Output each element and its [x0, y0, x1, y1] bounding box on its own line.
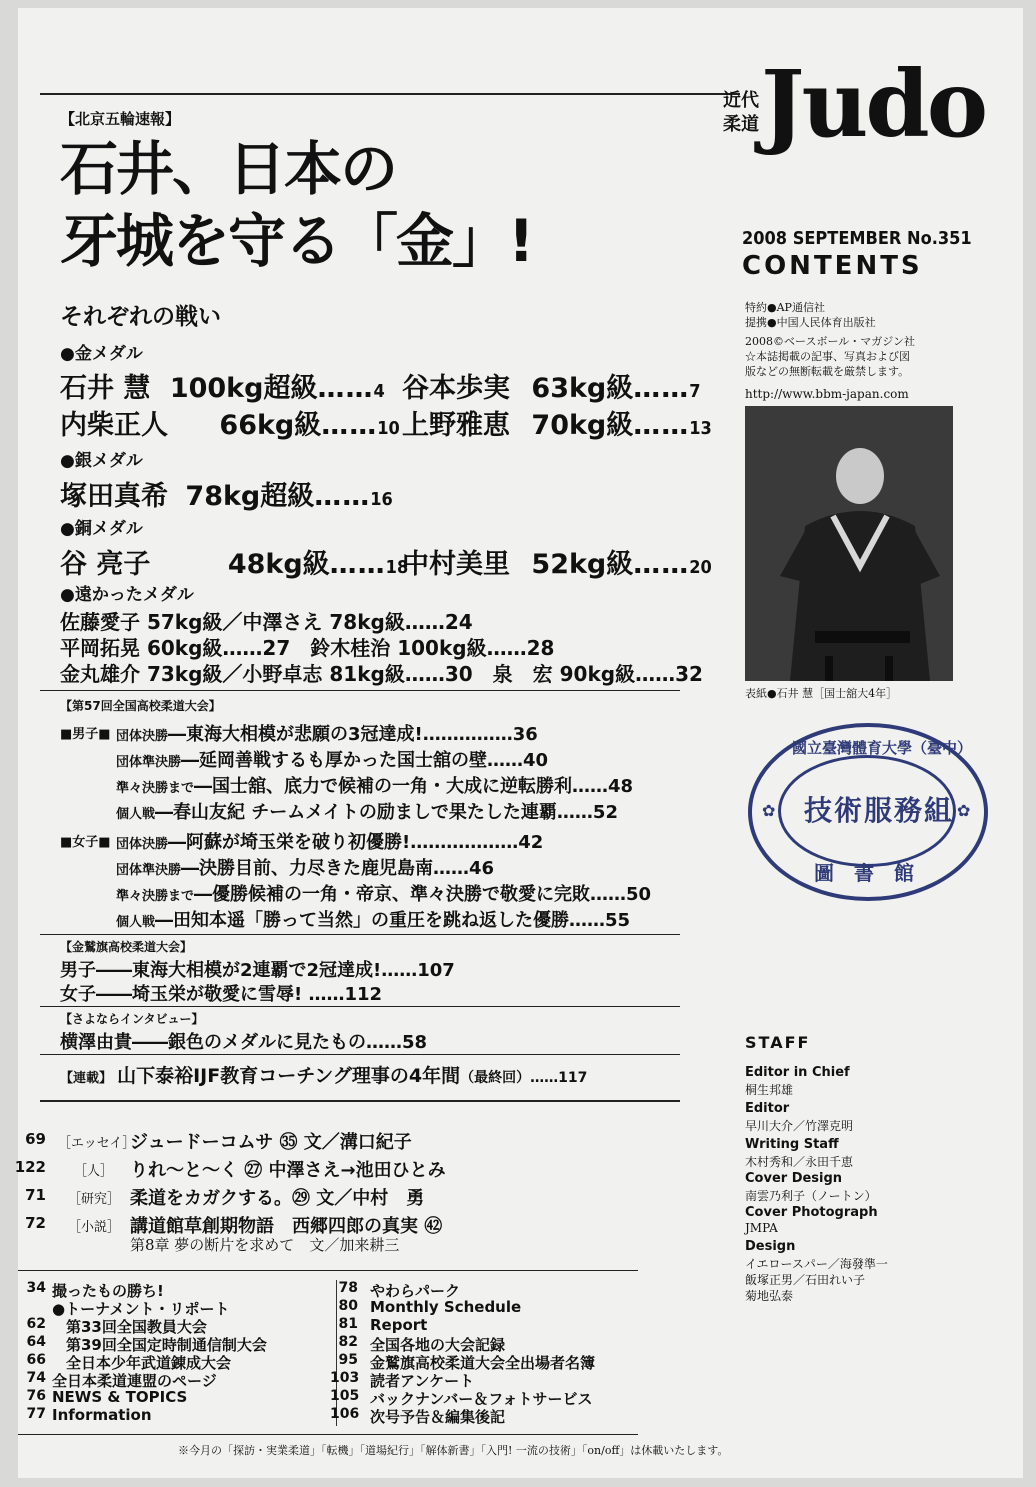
weight-class: 48kg級 [227, 549, 330, 580]
leader-dots: …… [314, 481, 371, 512]
serial-title: 柔道をカガクする。㉙ 文／中村 勇 [130, 1188, 425, 1209]
staff-names: 菊地弘泰 [745, 1289, 794, 1303]
library-stamp [748, 723, 988, 901]
page-number: 78 [338, 1280, 358, 1296]
girls-label: ■女子■ [60, 835, 111, 850]
hs-entry[interactable] [116, 772, 633, 798]
item-label: Information [52, 1406, 152, 1424]
serial-main-suffix: （最終回）……117 [460, 1070, 588, 1086]
staff-role: Design [745, 1239, 796, 1254]
staff-names: イエロースパー／海發準一 [745, 1257, 888, 1271]
flower-icon: ✿ [762, 801, 776, 820]
hs-entry[interactable] [116, 798, 618, 824]
hs-entry[interactable] [116, 880, 651, 906]
category-tag: ［エッセイ］ [58, 1136, 136, 1151]
footnote: ※今月の「探訪・実業柔道」「転機」「道場紀行」「解体新書」「入門! 一流の技術」「on/off」は休載いたします。 [178, 1444, 729, 1457]
stamp-middle-text: 技術服務組 [804, 794, 955, 827]
item-label: 第39回全国定時制通信制大会 [66, 1336, 267, 1354]
category-tag: ［小説］ [68, 1220, 121, 1235]
far-medal-row[interactable]: 金丸雄介 73kg級／小野卓志 81kg級……30 泉 宏 90kg級……32 [60, 662, 703, 686]
weight-class: 63kg級 [531, 373, 634, 404]
item-label: 次号予告＆編集後記 [370, 1408, 506, 1426]
leader-dots: …… [633, 410, 690, 441]
staff-names: JMPA [745, 1221, 778, 1235]
page-number: 80 [338, 1298, 358, 1314]
round-label: 団体決勝 [116, 837, 169, 852]
kinwashi-row[interactable]: 女子――埼玉栄が敬愛に雪辱! ……112 [60, 984, 383, 1005]
page-number: 66 [26, 1352, 46, 1368]
athlete-name: 内柴正人 [60, 410, 168, 441]
item-label: NEWS & TOPICS [52, 1388, 188, 1406]
medal-entry[interactable] [60, 366, 385, 405]
medal-entry[interactable] [402, 366, 701, 405]
staff-names: 早川大介／竹澤克明 [745, 1119, 854, 1133]
staff-role: Editor in Chief [745, 1065, 850, 1080]
hs-entry[interactable] [116, 906, 630, 932]
weight-class: 78kg超級 [185, 481, 315, 512]
article-title: ―優勝候補の一角・帝京、準々決勝で敬愛に完敗……50 [194, 884, 652, 905]
item-label: 読者アンケート [370, 1372, 475, 1390]
contents-page [14, 8, 1023, 1478]
item-label: 撮ったもの勝ち! [52, 1282, 164, 1300]
page-number: 20 [689, 557, 712, 578]
contents-label: CONTENTS [742, 251, 923, 281]
hs-entry[interactable] [116, 720, 538, 746]
page-number: 76 [26, 1388, 46, 1404]
feature-headline-1: 石井、日本の [60, 135, 397, 203]
credit-line: 版などの無断転載を厳禁します。 [745, 365, 910, 378]
round-label: 団体準決勝 [116, 755, 182, 770]
kinwashi-row[interactable]: 男子――東海大相模が2連覇で2冠達成!……107 [60, 960, 455, 981]
staff-names: 飯塚正男／石田れい子 [745, 1273, 866, 1287]
leader-dots: …… [329, 549, 386, 580]
staff-role: Cover Photograph [745, 1205, 878, 1220]
article-title: ―春山友紀 チームメイトの励ましで果たした連覇……52 [155, 802, 618, 823]
item-label: Report [370, 1316, 428, 1334]
serial-main-title: 山下泰裕IJF教育コーチング理事の4年間 [117, 1065, 461, 1087]
page-number: 62 [26, 1316, 46, 1332]
athlete-name: 中村美里 [402, 549, 510, 580]
medal-entry[interactable] [60, 474, 393, 513]
page-number: 4 [373, 381, 385, 402]
interview-tag: 【さよならインタビュー】 [60, 1012, 204, 1026]
page-number: 69 [25, 1130, 46, 1148]
article-title: ―田知本遥「勝って当然」の重圧を跳ね返した優勝……55 [155, 910, 631, 931]
page-number: 34 [26, 1280, 46, 1296]
article-title: ―国士舘、底力で候補の一角・大成に逆転勝利……48 [194, 776, 634, 797]
medal-entry[interactable] [402, 542, 712, 581]
hs-entry[interactable] [116, 828, 543, 854]
athlete-name: 谷本歩実 [402, 373, 510, 404]
page-number: 10 [377, 418, 400, 439]
athlete-name: 上野雅恵 [402, 410, 510, 441]
serial-title: 講道館草創期物語 西郷四郎の真実 ㊷ [130, 1216, 443, 1237]
page-number: 105 [330, 1388, 360, 1404]
staff-role: Cover Design [745, 1171, 843, 1186]
header-rule [40, 93, 740, 95]
leader-dots: …… [317, 373, 374, 404]
page-number: 77 [26, 1406, 46, 1422]
page-number: 64 [26, 1334, 46, 1350]
article-title: ―決勝目前、力尽きた鹿児島南……46 [181, 858, 495, 879]
credit-line: 提携●中国人民体育出版社 [745, 316, 876, 329]
article-title: ―東海大相模が悲願の3冠達成!……………36 [168, 724, 538, 745]
round-label: 団体決勝 [116, 729, 169, 744]
serial-subtitle: 第8章 夢の断片を求めて 文／加来耕三 [130, 1236, 400, 1254]
serial-title: りれ～と～く ㉗ 中澤さえ→池田ひとみ [130, 1160, 446, 1181]
category-tag: ［研究］ [68, 1192, 121, 1207]
cover-photo [745, 406, 953, 681]
item-label: 第33回全国教員大会 [66, 1318, 207, 1336]
page-number: 122 [14, 1158, 46, 1176]
staff-names: 桐生邦雄 [745, 1083, 794, 1097]
leader-dots: …… [633, 549, 690, 580]
staff-names: 木村秀和／永田千恵 [745, 1155, 854, 1169]
masthead-kanji-bottom: 柔道 [723, 114, 759, 135]
stamp-top-text: 國立臺灣體育大學（臺中） [792, 739, 973, 757]
boys-label: ■男子■ [60, 727, 111, 742]
round-label: 団体準決勝 [116, 863, 182, 878]
weight-class: 100kg超級 [169, 373, 318, 404]
staff-role: Editor [745, 1101, 790, 1116]
interview-row[interactable]: 横澤由貴――銀色のメダルに見たもの……58 [60, 1032, 428, 1053]
stamp-bottom-text: 圖 書 館 [814, 861, 914, 885]
leader-dots: …… [321, 410, 378, 441]
hs-entry[interactable] [116, 746, 548, 772]
silver-label: ●銀メダル [60, 451, 143, 471]
section-divider [18, 1270, 638, 1271]
athlete-name: 石井 慧 [60, 373, 151, 404]
item-label: 金鷲旗高校柔道大会全出場者名簿 [370, 1354, 596, 1372]
section-divider [40, 1054, 680, 1055]
issue-line: 2008 SEPTEMBER No.351 [742, 228, 972, 249]
far-medal-row[interactable]: 佐藤愛子 57kg級／中澤さえ 78kg級……24 [60, 610, 473, 634]
category-tag: ［人］ [74, 1164, 114, 1179]
kinwashi-tag: 【金鷲旗高校柔道大会】 [60, 940, 193, 954]
staff-names: 南雲乃利子（ノートン） [745, 1189, 877, 1203]
gold-label: ●金メダル [60, 344, 143, 364]
athlete-name: 塚田真希 [60, 481, 168, 512]
feature-headline-2: 牙城を守る「金」! [60, 207, 533, 275]
medal-entry[interactable] [60, 542, 408, 581]
item-label: Monthly Schedule [370, 1298, 522, 1316]
page-number: 82 [338, 1334, 358, 1350]
website-link[interactable]: http://www.bbm-japan.com [745, 387, 909, 401]
weight-class: 66kg級 [219, 410, 322, 441]
page-number: 74 [26, 1370, 46, 1386]
page-number: 72 [25, 1214, 46, 1232]
medal-entry[interactable] [60, 403, 400, 442]
article-title: ―延岡善戦するも厚かった国士舘の壁……40 [181, 750, 549, 771]
item-label: 全日本少年武道錬成大会 [66, 1354, 232, 1372]
section-divider [18, 1434, 638, 1435]
round-label: 個人戦 [116, 915, 156, 930]
item-label: やわらパーク [370, 1282, 461, 1300]
item-label: ●トーナメント・リポート [52, 1300, 230, 1318]
section-divider [40, 1100, 680, 1102]
serial-main-entry[interactable] [60, 1061, 587, 1088]
highschool-tag: 【第57回全国高校柔道大会】 [60, 699, 221, 713]
medal-entry[interactable] [402, 403, 712, 442]
feature-tag: 【北京五輪速報】 [60, 110, 181, 128]
page-number: 106 [330, 1406, 360, 1422]
page-number: 71 [25, 1186, 46, 1204]
item-label: 全日本柔道連盟のページ [52, 1372, 217, 1390]
weight-class: 52kg級 [531, 549, 634, 580]
item-label: バックナンバー＆フォトサービス [370, 1390, 593, 1408]
item-label: 全国各地の大会記録 [370, 1336, 506, 1354]
round-label: 個人戦 [116, 807, 156, 822]
staff-title: STAFF [745, 1033, 811, 1052]
article-title: ―阿蘇が埼玉栄を破り初優勝!………………42 [168, 832, 544, 853]
masthead-brand: Judo [761, 50, 986, 158]
page-number: 7 [689, 381, 701, 402]
round-label: 準々決勝まで [116, 781, 195, 796]
athlete-name: 谷 亮子 [60, 549, 151, 580]
page-number: 13 [689, 418, 712, 439]
cover-caption: 表紙●石井 慧［国士舘大4年］ [745, 687, 898, 700]
credit-line: 2008©ベースボール・マガジン社 [745, 335, 915, 348]
section-divider [40, 1006, 680, 1007]
credit-line: ☆本誌掲載の記事、写真および図 [745, 350, 910, 363]
staff-role: Writing Staff [745, 1137, 839, 1152]
page-number: 18 [385, 557, 409, 578]
credit-line: 特約●AP通信社 [745, 301, 825, 314]
bronze-label: ●銅メダル [60, 519, 143, 539]
judoka-illustration [745, 406, 953, 681]
hs-entry[interactable] [116, 854, 494, 880]
masthead-kanji-top: 近代 [723, 90, 759, 111]
round-label: 準々決勝まで [116, 889, 195, 904]
page-number: 16 [370, 489, 393, 510]
page-number: 95 [338, 1352, 358, 1368]
serial-main-tag: 【連載】 [60, 1071, 113, 1086]
weight-class: 70kg級 [531, 410, 634, 441]
section-divider [40, 934, 680, 935]
credits [745, 300, 915, 402]
serial-title: ジュードーコムサ ㉟ 文／溝口紀子 [130, 1132, 412, 1153]
page-number: 103 [330, 1370, 360, 1386]
flower-icon: ✿ [957, 801, 971, 820]
leader-dots: …… [633, 373, 690, 404]
far-medal-label: ●遠かったメダル [60, 585, 194, 605]
feature-subhead: それぞれの戦い [60, 304, 221, 330]
far-medal-row[interactable]: 平岡拓晃 60kg級……27 鈴木桂治 100kg級……28 [60, 636, 555, 660]
page-number: 81 [338, 1316, 358, 1332]
section-divider [40, 690, 680, 691]
